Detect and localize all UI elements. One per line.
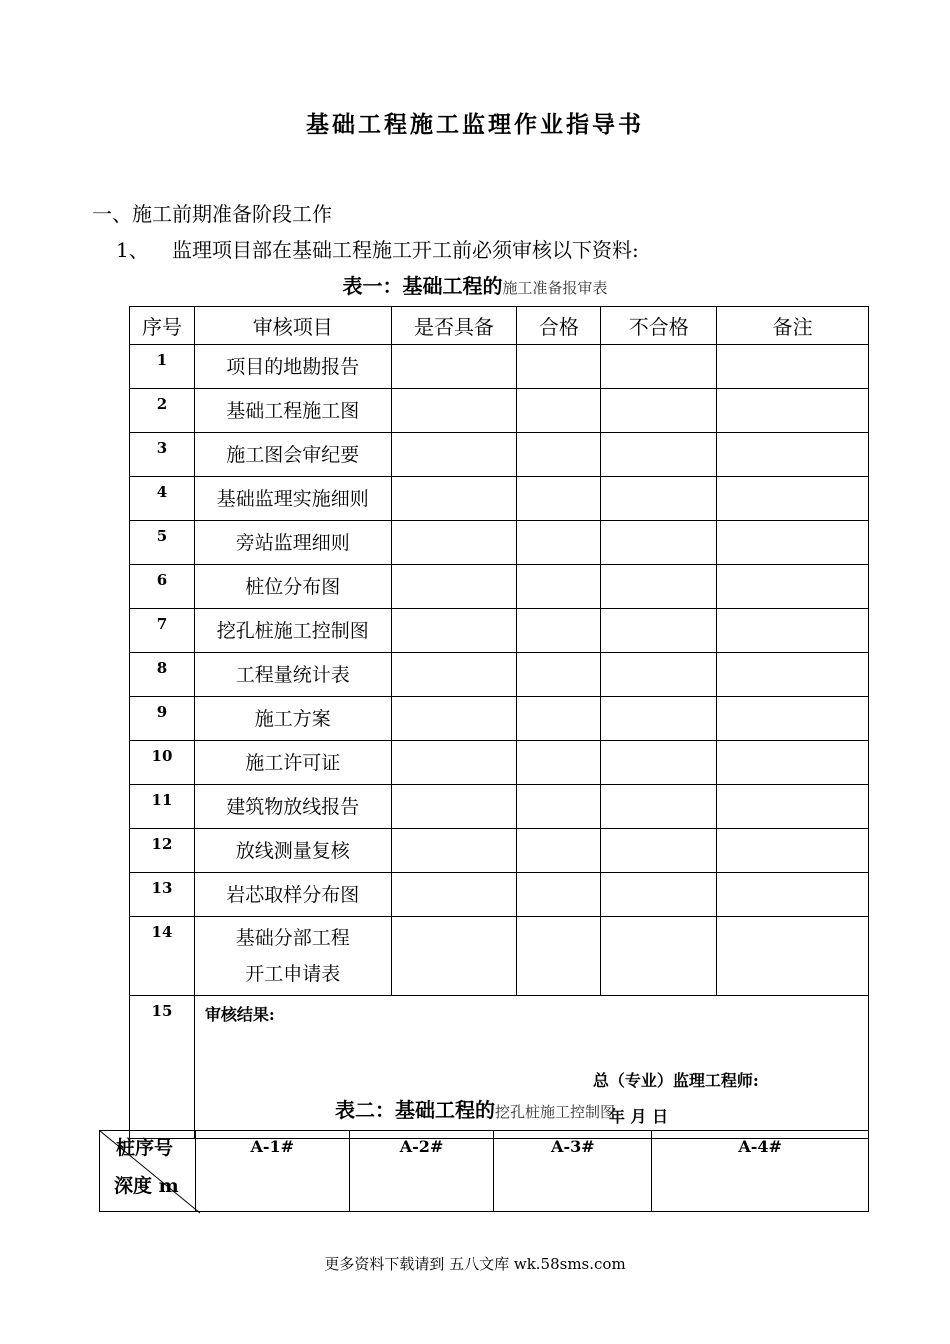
table1-caption-light: 施工准备报审表 — [502, 279, 608, 297]
cell-qualified[interactable] — [517, 829, 601, 873]
cell-available[interactable] — [391, 565, 517, 609]
cell-qualified[interactable] — [517, 521, 601, 565]
pile-control-table — [99, 1130, 869, 1212]
table-row — [130, 917, 869, 996]
table-row — [130, 829, 869, 873]
cell-remarks[interactable] — [717, 477, 869, 521]
cell-qualified[interactable] — [517, 477, 601, 521]
column-a4: A-4# — [652, 1131, 869, 1212]
table1-body — [130, 345, 869, 917]
row-item: 施工许可证 — [194, 741, 391, 785]
cell-available[interactable] — [391, 389, 517, 433]
table-row — [130, 521, 869, 565]
header-unqualified: 不合格 — [601, 307, 717, 345]
document-title: 基础工程施工监理作业指导书 — [306, 112, 644, 138]
cell-qualified[interactable] — [517, 697, 601, 741]
table-row — [130, 565, 869, 609]
row-item: 施工图会审纪要 — [194, 433, 391, 477]
cell-remarks[interactable] — [717, 829, 869, 873]
header-remarks: 备注 — [717, 307, 869, 345]
row-number: 11 — [130, 785, 195, 829]
table2-caption-light: 挖孔桩施工控制图 — [494, 1103, 615, 1121]
column-a2: A-2# — [349, 1131, 494, 1212]
cell-unqualified[interactable] — [601, 609, 717, 653]
row-number: 6 — [130, 565, 195, 609]
row-item: 工程量统计表 — [194, 653, 391, 697]
cell-qualified[interactable] — [517, 389, 601, 433]
cell-available[interactable] — [391, 653, 517, 697]
cell-remarks[interactable] — [717, 521, 869, 565]
cell-qualified[interactable] — [517, 345, 601, 389]
cell-available[interactable] — [391, 741, 517, 785]
cell-available[interactable] — [391, 829, 517, 873]
column-a1: A-1# — [195, 1131, 349, 1212]
cell-unqualified[interactable] — [601, 565, 717, 609]
cell-unqualified[interactable] — [601, 697, 717, 741]
cell-unqualified[interactable] — [601, 873, 717, 917]
date-label: 年 月 日 — [608, 1107, 669, 1126]
cell-qualified[interactable] — [517, 785, 601, 829]
corner-top-label: 桩序号 — [116, 1137, 174, 1159]
section-heading: 一、施工前期准备阶段工作 — [92, 202, 332, 226]
row-item-line2: 开工申请表 — [245, 963, 341, 985]
cell-qualified[interactable] — [517, 741, 601, 785]
cell-remarks[interactable] — [717, 741, 869, 785]
cell-available[interactable] — [391, 477, 517, 521]
row-item — [194, 917, 391, 996]
table1-caption-bold: 表一：基础工程的 — [342, 274, 503, 298]
row-number: 1 — [130, 345, 195, 389]
row-item: 旁站监理细则 — [194, 521, 391, 565]
table2-caption-bold: 表二：基础工程的 — [334, 1098, 495, 1122]
diagonal-header-cell — [100, 1131, 196, 1212]
cell-remarks[interactable] — [717, 917, 869, 996]
cell-qualified[interactable] — [517, 609, 601, 653]
cell-remarks[interactable] — [717, 433, 869, 477]
cell-remarks[interactable] — [717, 609, 869, 653]
cell-remarks[interactable] — [717, 873, 869, 917]
row-item: 基础监理实施细则 — [194, 477, 391, 521]
cell-unqualified[interactable] — [601, 829, 717, 873]
cell-unqualified[interactable] — [601, 477, 717, 521]
column-a3: A-3# — [494, 1131, 652, 1212]
review-result-label: 审核结果: — [204, 1005, 275, 1024]
cell-available[interactable] — [391, 873, 517, 917]
table-row — [130, 741, 869, 785]
row-number: 15 — [130, 996, 195, 1139]
header-qualified: 合格 — [517, 307, 601, 345]
row-number: 14 — [130, 917, 195, 996]
cell-remarks[interactable] — [717, 653, 869, 697]
table-row — [130, 785, 869, 829]
row-item: 项目的地勘报告 — [194, 345, 391, 389]
row-item: 挖孔桩施工控制图 — [194, 609, 391, 653]
cell-unqualified[interactable] — [601, 653, 717, 697]
cell-qualified[interactable] — [517, 873, 601, 917]
row-number: 2 — [130, 389, 195, 433]
cell-available[interactable] — [391, 521, 517, 565]
table2-header-row — [100, 1131, 869, 1212]
review-table — [129, 306, 869, 1139]
cell-available[interactable] — [391, 697, 517, 741]
table-row — [130, 609, 869, 653]
cell-unqualified[interactable] — [601, 521, 717, 565]
cell-available[interactable] — [391, 345, 517, 389]
row-item: 岩芯取样分布图 — [194, 873, 391, 917]
table-row — [130, 433, 869, 477]
row-number: 7 — [130, 609, 195, 653]
cell-unqualified[interactable] — [601, 741, 717, 785]
item-number: 1、 — [116, 238, 149, 262]
item-text: 监理项目部在基础工程施工开工前必须审核以下资料: — [172, 238, 639, 262]
cell-available[interactable] — [391, 433, 517, 477]
cell-remarks[interactable] — [717, 389, 869, 433]
cell-remarks[interactable] — [717, 785, 869, 829]
diagonal-line — [100, 1131, 204, 1215]
row-item: 基础工程施工图 — [194, 389, 391, 433]
row-item: 施工方案 — [194, 697, 391, 741]
row-item-line1: 基础分部工程 — [235, 927, 350, 949]
cell-remarks[interactable] — [717, 697, 869, 741]
table-row — [130, 653, 869, 697]
cell-available[interactable] — [391, 785, 517, 829]
cell-qualified[interactable] — [517, 653, 601, 697]
row-number: 3 — [130, 433, 195, 477]
row-number: 13 — [130, 873, 195, 917]
cell-unqualified[interactable] — [601, 389, 717, 433]
cell-unqualified[interactable] — [601, 345, 717, 389]
table-row — [130, 345, 869, 389]
table-row — [130, 389, 869, 433]
table1-header-row — [130, 307, 869, 345]
cell-remarks[interactable] — [717, 565, 869, 609]
table-row — [130, 477, 869, 521]
row-number: 4 — [130, 477, 195, 521]
cell-remarks[interactable] — [717, 345, 869, 389]
row-number: 10 — [130, 741, 195, 785]
cell-available[interactable] — [391, 917, 517, 996]
header-seq: 序号 — [130, 307, 195, 345]
cell-unqualified[interactable] — [601, 433, 717, 477]
cell-qualified[interactable] — [517, 433, 601, 477]
table1-caption — [0, 270, 950, 299]
row-number: 9 — [130, 697, 195, 741]
row-number: 12 — [130, 829, 195, 873]
header-available: 是否具备 — [391, 307, 517, 345]
cell-qualified[interactable] — [517, 917, 601, 996]
table2-caption — [0, 1094, 950, 1123]
cell-unqualified[interactable] — [601, 917, 717, 996]
row-number: 5 — [130, 521, 195, 565]
cell-qualified[interactable] — [517, 565, 601, 609]
row-number: 8 — [130, 653, 195, 697]
header-item: 审核项目 — [194, 307, 391, 345]
row-item: 桩位分布图 — [194, 565, 391, 609]
supervisor-signature-label: 总（专业）监理工程师: — [592, 1071, 759, 1090]
cell-unqualified[interactable] — [601, 785, 717, 829]
corner-bottom-label: 深度 m — [114, 1175, 179, 1197]
footer-text: 更多资料下载请到 五八文库 wk.58sms.com — [324, 1255, 626, 1273]
table-row — [130, 873, 869, 917]
cell-available[interactable] — [391, 609, 517, 653]
row-item: 放线测量复核 — [194, 829, 391, 873]
table-row — [130, 697, 869, 741]
row-item: 建筑物放线报告 — [194, 785, 391, 829]
